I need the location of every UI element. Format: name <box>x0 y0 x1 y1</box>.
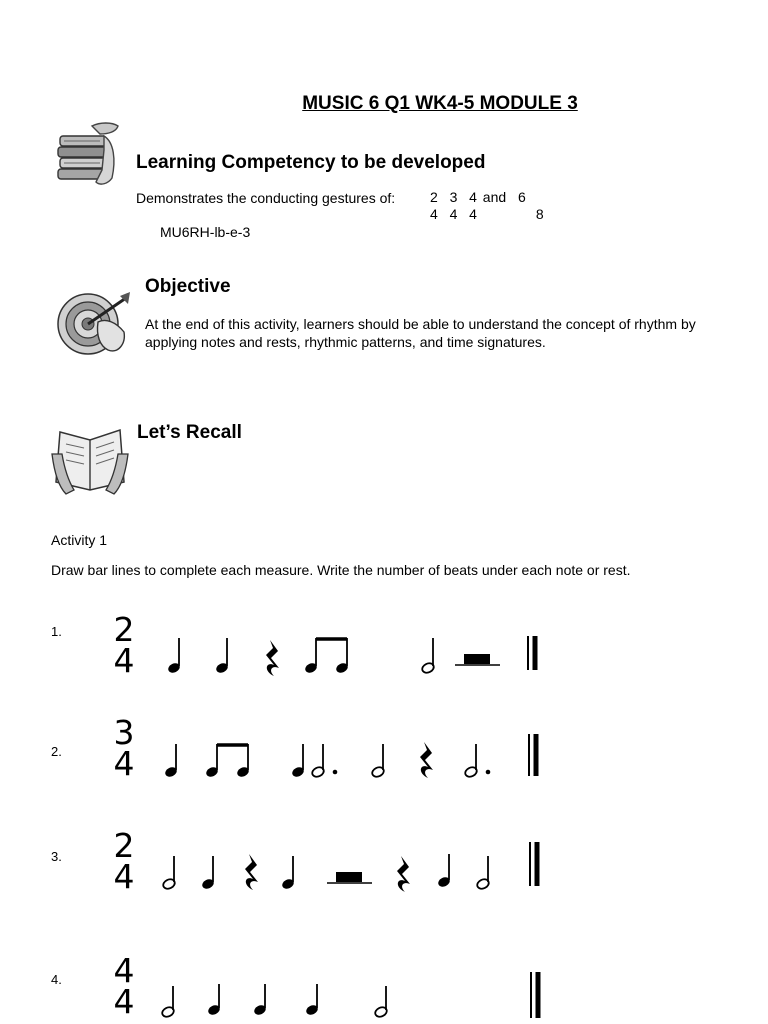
quarter-rest <box>397 856 410 892</box>
time-signature-top: 4 <box>113 951 135 990</box>
final-barline <box>530 842 537 886</box>
time-signature-denominators: 4 4 4 8 <box>430 206 544 222</box>
time-signature-bottom: 4 <box>113 641 135 680</box>
eighth-pair <box>304 638 350 675</box>
quarter-note <box>164 744 179 779</box>
page-title: MUSIC 6 Q1 WK4-5 MODULE 3 <box>302 93 578 114</box>
recall-heading: Let’s Recall <box>137 422 242 443</box>
final-barline <box>531 972 538 1018</box>
time-signature-top: 3 <box>113 713 135 752</box>
dotted-half-note <box>311 744 338 779</box>
open-book-icon <box>50 424 130 496</box>
quarter-note <box>207 984 222 1017</box>
half-note <box>374 986 389 1019</box>
quarter-note <box>215 638 230 675</box>
rhythm-line-3 <box>0 826 768 946</box>
half-note <box>476 856 491 891</box>
rhythm-line-2 <box>0 712 768 832</box>
exercise-number: 1. <box>51 624 62 639</box>
time-signature-bottom: 4 <box>113 982 135 1021</box>
competency-text: Demonstrates the conducting gestures of: <box>136 190 396 206</box>
quarter-note <box>291 744 306 779</box>
exercise-number: 2. <box>51 744 62 759</box>
books-in-hand-icon <box>52 120 124 192</box>
time-signature-bottom: 4 <box>113 744 135 783</box>
whole-rest <box>327 872 372 883</box>
time-signature-top: 2 <box>113 610 135 649</box>
target-dart-icon <box>54 288 134 360</box>
time-signature-bottom: 4 <box>113 857 135 896</box>
quarter-rest <box>266 640 279 676</box>
dotted-half-note <box>464 744 491 779</box>
eighth-pair <box>205 744 251 779</box>
quarter-note <box>305 984 320 1017</box>
objective-heading: Objective <box>145 276 231 297</box>
quarter-note <box>281 856 296 891</box>
half-note <box>421 638 436 675</box>
final-barline <box>529 734 536 776</box>
time-signature-numerators: 2 3 4 and 6 <box>430 189 526 205</box>
objective-text: At the end of this activity, learners should be able to understand the concept of rhythm by applying notes and rests, rhythmic patterns, and time signatures. <box>145 316 696 350</box>
quarter-note <box>253 984 268 1017</box>
exercise-number: 4. <box>51 972 62 987</box>
competency-code: MU6RH-lb-e-3 <box>160 224 251 240</box>
whole-rest <box>455 654 500 665</box>
quarter-note <box>201 856 216 891</box>
quarter-note <box>167 638 182 675</box>
quarter-rest <box>420 742 433 778</box>
quarter-note <box>437 854 452 889</box>
exercise-number: 3. <box>51 849 62 864</box>
competency-heading: Learning Competency to be developed <box>136 152 486 173</box>
activity-instruction: Draw bar lines to complete each measure. Write the number of beats under each note or rest. <box>51 562 631 578</box>
rhythm-line-4 <box>0 950 768 1024</box>
half-note <box>162 856 177 891</box>
final-barline <box>528 636 535 670</box>
half-note <box>371 744 386 779</box>
half-note <box>161 986 176 1019</box>
time-signature-top: 2 <box>113 826 135 865</box>
quarter-rest <box>245 854 258 890</box>
activity-label: Activity 1 <box>51 532 108 548</box>
